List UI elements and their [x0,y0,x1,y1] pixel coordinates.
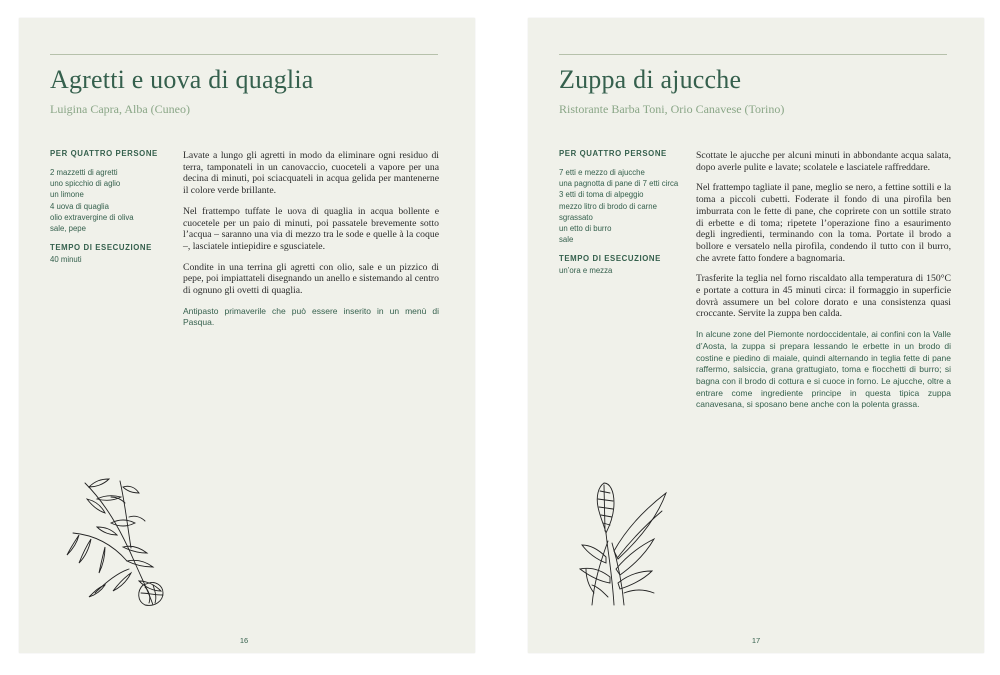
top-rule [559,54,947,55]
ingredient-item: sale, pepe [50,224,86,234]
ingredient-item: mezzo litro di brodo di carne [559,201,657,211]
top-rule [50,54,438,55]
method-paragraph: Scottate le ajucche per alcuni minuti in abbondante acqua salata, dopo averle pulite e lavate; scolatele e lasciatele raffreddare. [696,150,951,173]
time-heading: TEMPO DI ESECUZIONE [559,254,661,264]
ingredient-item: 2 mazzetti di agretti [50,168,118,177]
page-number: 16 [239,636,249,645]
time-value: un’ora e mezza [559,266,613,276]
method-paragraph: Trasferite la teglia nel forno riscaldato alla temperatura di 150°C e portate a cottura in 45 minuti circa: il formaggio in superficie dovrà assumere un bel colore dorato e una consistenza quasi croccante. Servite la zuppa ben calda. [696,273,951,320]
ingredient-item: sale [559,235,574,245]
recipe-method [696,150,951,420]
recipe-author: Ristorante Barba Toni, Orio Canavese (Torino) [559,102,785,116]
method-paragraph: Lavate a lungo gli agretti in modo da eliminare ogni residuo di terra, tamponateli in un canovaccio, cuoceteli a vapore per una decina di minuti, poi sciacquateli in acqua gelida per mantenerne il colore verde brillante. [183,150,439,197]
recipe-sidebar [50,149,175,265]
recipe-sidebar [559,149,684,276]
ingredient-item: un etto di burro [559,224,612,234]
ingredient-item: 3 etti di toma di alpeggio [559,190,644,200]
recipe-author: Luigina Capra, Alba (Cuneo) [50,102,190,116]
ajucche-herb-illustration [578,473,673,608]
recipe-title: Agretti e uova di quaglia [50,65,314,94]
ingredient-item: 7 etti e mezzo di ajucche [559,168,645,177]
recipe-title: Zuppa di ajucche [559,65,742,94]
ingredient-item: sgrassato [559,212,593,222]
servings-heading: PER QUATTRO PERSONE [559,149,667,158]
ingredient-item: una pagnotta di pane di 7 etti circa [559,179,679,189]
recipe-note: In alcune zone del Piemonte nordoccidentale, ai confini con la Valle d’Aosta, la zuppa si prepara lessando le erbette in un brodo di costine e piedino di maiale, quindi alternando in teglia fette di pane raffermo, salsiccia, grana grattugiato, toma e fiocchetti di burro; si bagna con il brodo di cottura e si cuoce in forno. Le ajucche, oltre a entrare come ingrediente principe in questa tipica zuppa canavesana, si sposano bene anche con la polenta grassa. [696,329,951,410]
method-paragraph: Condite in una terrina gli agretti con olio, sale e un pizzico di pepe, poi impiattateli disegnando un anello e sistemando al centro di ognuno gli ovetti di quaglia. [183,261,439,297]
ingredient-list [50,167,175,234]
ingredient-item: olio extravergine di oliva [50,212,134,222]
agretti-sprig-illustration [65,473,175,608]
right-page [528,18,984,653]
ingredient-list [559,167,684,245]
left-page [19,18,475,653]
recipe-method [183,150,439,338]
page-number: 17 [751,636,761,645]
time-value: 40 minuti [50,255,82,265]
recipe-note: Antipasto primaverile che può essere inserito in un menù di Pasqua. [183,305,439,328]
method-paragraph: Nel frattempo tagliate il pane, meglio se nero, a fettine sottili e la toma a piccoli cubetti. Foderate il fondo di una pirofila ben imburrata con le fette di pane, che coprirete con un sottile strato di erbette e di toma; ripetete l’operazione fino a esaurimento degli ingredienti, terminando con la toma. Portate il brodo a bollore e versatelo nella pirofila, condendo il tutto con il burro, che avrete fatto fondere a bagnomaria. [696,182,951,264]
ingredient-item: un limone [50,190,84,200]
servings-heading: PER QUATTRO PERSONE [50,149,158,158]
time-heading: TEMPO DI ESECUZIONE [50,243,152,253]
ingredient-item: uno spicchio di aglio [50,179,121,189]
method-paragraph: Nel frattempo tuffate le uova di quaglia in acqua bollente e cuocetele per un paio di minuti, poi passatele brevemente sotto l’acqua – saranno una via di mezzo tra le sode e quelle à la coque –, lasciatele intiepidire e sgusciatele. [183,205,439,252]
ingredient-item: 4 uova di quaglia [50,201,109,211]
